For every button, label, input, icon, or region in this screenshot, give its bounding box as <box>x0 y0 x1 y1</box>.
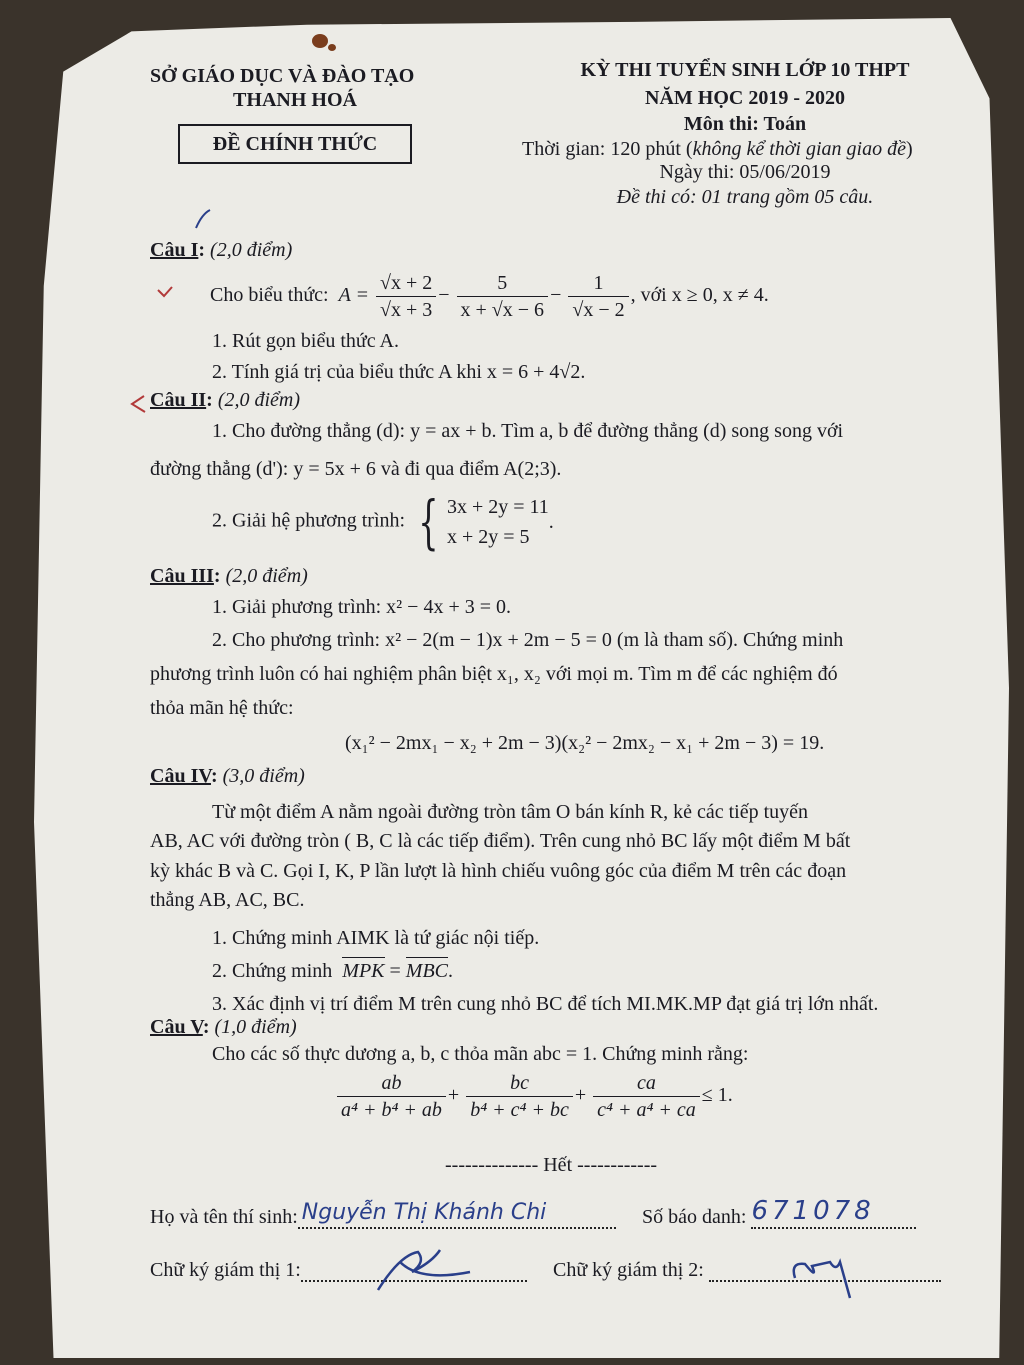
invigilator1-row: Chữ ký giám thị 1: <box>150 1258 527 1282</box>
exam-title: KỲ THI TUYỂN SINH LỚP 10 THPT <box>580 59 910 81</box>
check-mark <box>158 287 172 296</box>
q4-line1: Từ một điểm A nằm ngoài đường tròn tâm O bán kính R, kẻ các tiếp tuyến <box>212 801 809 823</box>
time-line: Thời gian: 120 phút (không kể thời gian giao đề) <box>522 138 913 160</box>
q1-part1: 1. Rút gọn biểu thức A. <box>212 330 399 352</box>
q2-heading: Câu II: (2,0 điểm) <box>150 389 301 411</box>
school-year: NĂM HỌC 2019 - 2020 <box>645 87 845 109</box>
q2-part1-line2: đường thẳng (d'): y = 5x + 6 và đi qua điểm A(2;3). <box>150 458 562 480</box>
candidate-name-handwritten: Nguyễn Thị Khánh Chi <box>301 1200 547 1225</box>
invigilator1-signature <box>378 1250 470 1290</box>
arc-mpk: MPK <box>342 957 384 982</box>
q3-part2-line3: thỏa mãn hệ thức: <box>150 697 294 719</box>
q3-relation: (x₁² − 2mx₁ − x₂ + 2m − 3)(x₂² − 2mx₂ − x₁ + 2m − 3) = 19. <box>345 732 825 754</box>
invigilator2-signature <box>794 1262 850 1298</box>
q2-part1-line1: 1. Cho đường thẳng (d): y = ax + b. Tìm a, b để đường thẳng (d) song song với <box>212 420 844 442</box>
q4-part3: 3. Xác định vị trí điểm M trên cung nhỏ BC để tích MI.MK.MP đạt giá trị lớn nhất. <box>212 993 879 1015</box>
red-bracket-mark <box>132 396 145 412</box>
equation-system: 3x + 2y = 11 x + 2y = 5 <box>446 496 549 548</box>
q4-line4: thẳng AB, AC, BC. <box>150 889 305 911</box>
end-mark: -------------- Hết ------------ <box>445 1154 658 1176</box>
subject: Môn thi: Toán <box>683 113 807 135</box>
q4-line2: AB, AC với đường tròn ( B, C là các tiếp điểm). Trên cung nhỏ BC lấy một điểm M bất <box>150 830 851 852</box>
q3-part1: 1. Giải phương trình: x² − 4x + 3 = 0. <box>212 596 512 618</box>
q5-lead: Cho các số thực dương a, b, c thỏa mãn abc = 1. Chứng minh rằng: <box>212 1043 749 1065</box>
official-label: ĐỀ CHÍNH THỨC <box>212 133 378 155</box>
q2-part2: 2. Giải hệ phương trình: { 3x + 2y = 11 x + 2y = 5 . <box>212 488 554 556</box>
invigilator2-row: Chữ ký giám thị 2: <box>553 1258 941 1282</box>
q3-heading: Câu III: (2,0 điểm) <box>150 565 308 587</box>
q5-term-2: $\frac{bc}{\text{b⁴ + c⁴ + bc}}$ <box>466 1070 573 1123</box>
q1-fraction-1: $\frac{√x + 2}{√x + 3}$ <box>376 270 436 323</box>
q3-part2-line1: 2. Cho phương trình: x² − 2(m − 1)x + 2m − 5 = 0 (m là tham số). Chứng minh <box>212 629 844 651</box>
pages-note: Đề thi có: 01 trang gồm 05 câu. <box>616 186 874 208</box>
q1-fraction-3: $\frac{1}{√x - 2}$ <box>568 270 628 323</box>
q5-heading: Câu V: (1,0 điểm) <box>150 1016 297 1038</box>
q5-term-1: $\frac{ab}{\text{a⁴ + b⁴ + ab}}$ <box>337 1070 446 1123</box>
department-line1: SỞ GIÁO DỤC VÀ ĐÀO TẠO <box>150 65 415 87</box>
q5-term-3: $\frac{ca}{\text{c⁴ + a⁴ + ca}}$ <box>593 1070 700 1123</box>
pen-mark-stroke <box>196 210 210 228</box>
q1-heading: Câu I: (2,0 điểm) <box>150 239 293 261</box>
q4-line3: kỳ khác B và C. Gọi I, K, P lần lượt là hình chiếu vuông góc của điểm M trên các đoạn <box>150 860 847 882</box>
exam-date: Ngày thi: 05/06/2019 <box>659 161 831 183</box>
q4-heading: Câu IV: (3,0 điểm) <box>150 765 305 787</box>
candidate-number-handwritten: 671078 <box>751 1196 875 1226</box>
system-brace: { <box>418 488 439 556</box>
q3-part2-line2: phương trình luôn có hai nghiệm phân biệt x₁, x₂ với mọi m. Tìm m để các nghiệm đó <box>150 663 838 685</box>
q5-inequality: $\frac{ab}{\text{a⁴ + b⁴ + ab}}$ + $\frac{bc}{\text{b⁴ + c⁴ + bc}}$ + $\frac{ca}{\text{c⁴ + a⁴ + ca}}$ ≤ 1. <box>335 1070 733 1123</box>
department-line2: THANH HOÁ <box>233 89 357 111</box>
candidate-number-row: Số báo danh: 671078 <box>642 1205 916 1229</box>
q4-part1: 1. Chứng minh AIMK là tứ giác nội tiếp. <box>212 927 540 949</box>
q4-part2: 2. Chứng minh MPK = MBC. <box>212 959 453 983</box>
arc-mbc: MBC <box>406 957 448 982</box>
candidate-name-row: Họ và tên thí sinh: Nguyễn Thị Khánh Chi <box>150 1205 616 1229</box>
q1-fraction-2: $\frac{5}{x + √x - 6}$ <box>457 270 549 323</box>
q1-expression: Cho biểu thức: A = $\frac{√x + 2}{√x + 3}$ − $\frac{5}{x + √x - 6}$ − $\frac{1}{√x - 2}$ , với x ≥ 0, x ≠ 4. <box>210 272 769 321</box>
q1-part2: 2. Tính giá trị của biểu thức A khi x = 6 + 4√2. <box>212 361 586 383</box>
